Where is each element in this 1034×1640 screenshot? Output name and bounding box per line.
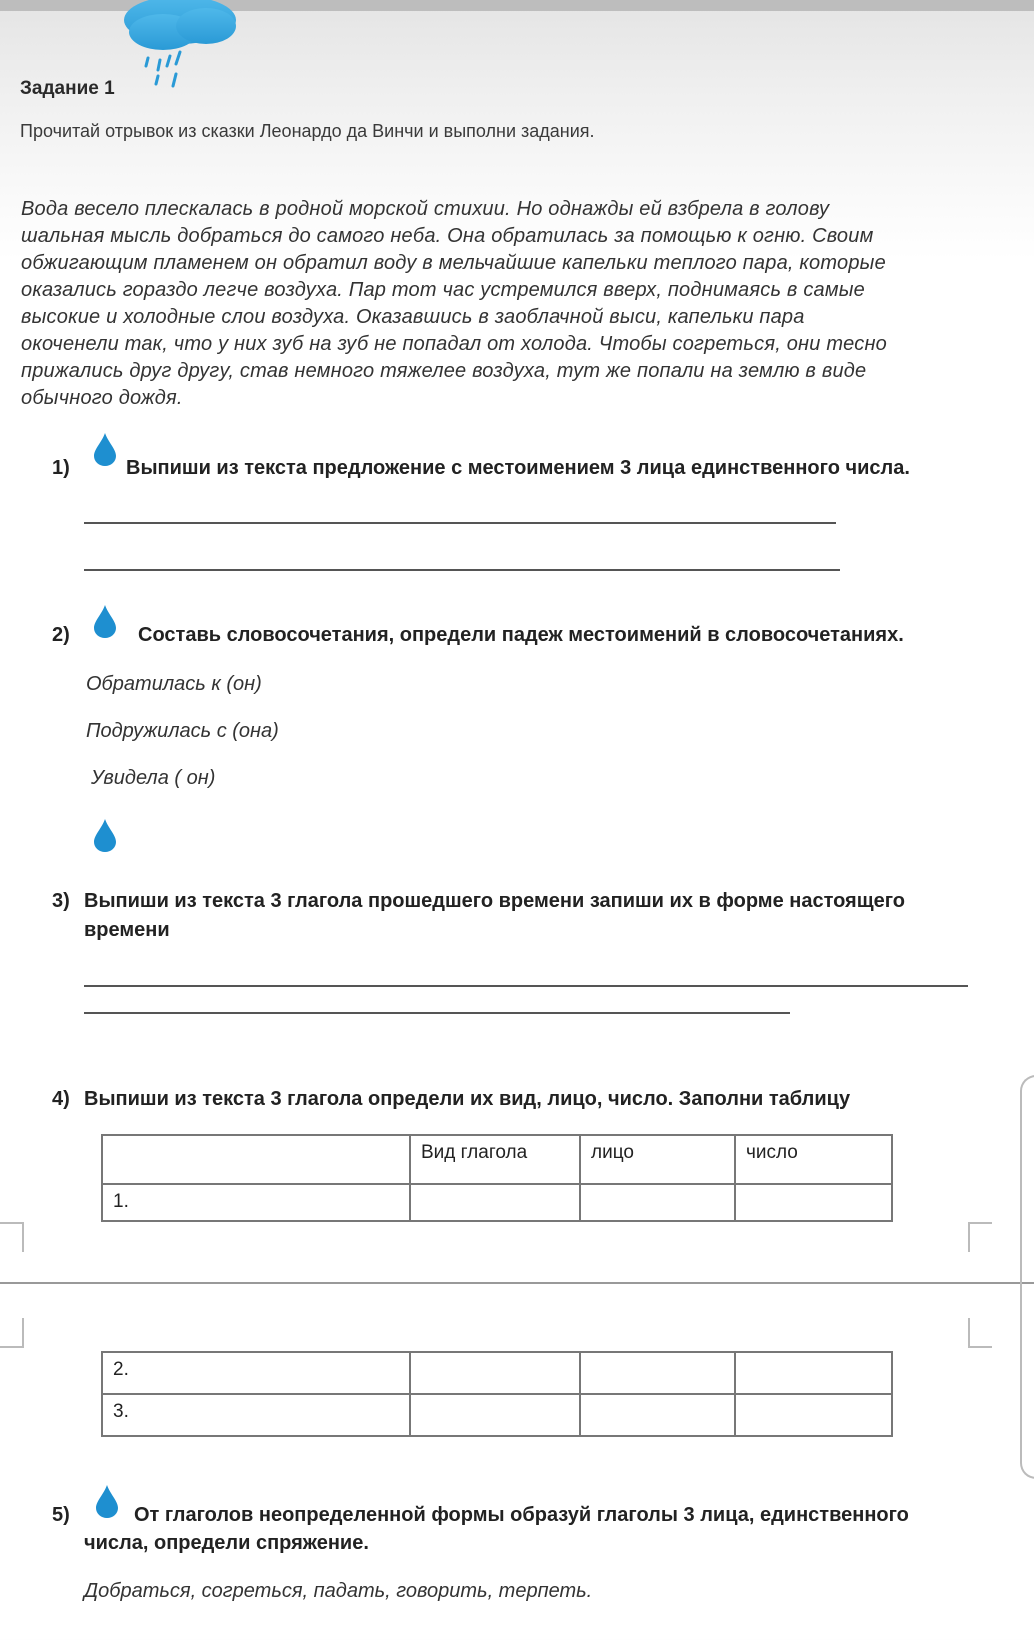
answer-line[interactable] bbox=[84, 985, 968, 987]
row-number-cell: 2. bbox=[102, 1352, 410, 1394]
task-text-continued: числа, определи спряжение. bbox=[84, 1532, 369, 1554]
page-corner-mark bbox=[968, 1222, 992, 1252]
verb-table-part1 bbox=[101, 1134, 893, 1222]
page-corner-mark bbox=[0, 1318, 24, 1348]
page-break-divider bbox=[0, 1282, 1034, 1284]
passage-line: окоченели так, что у них зуб на зуб не попадал от холода. Чтобы согреться, они тесно bbox=[21, 333, 888, 355]
table-row bbox=[102, 1394, 892, 1436]
row-number-cell: 1. bbox=[102, 1184, 410, 1221]
task-number: 5) bbox=[52, 1504, 70, 1526]
header-cell: Вид глагола bbox=[410, 1135, 580, 1184]
water-drop-icon bbox=[92, 818, 118, 852]
water-drop-icon bbox=[92, 432, 118, 466]
page-corner-mark bbox=[968, 1318, 992, 1348]
passage-line: обычного дождя. bbox=[21, 387, 183, 409]
task-text: Выпиши из текста 3 глагола определи их вид, лицо, число. Заполни таблицу bbox=[84, 1088, 851, 1110]
table-cell[interactable] bbox=[735, 1352, 892, 1394]
table-cell[interactable] bbox=[580, 1394, 735, 1436]
header-cell bbox=[102, 1135, 410, 1184]
phrase-item: Подружилась с (она) bbox=[86, 720, 279, 742]
task-number: 1) bbox=[52, 457, 70, 479]
header-cell: число bbox=[735, 1135, 892, 1184]
task-text: Выпиши из текста 3 глагола прошедшего времени запиши их в форме настоящего bbox=[84, 890, 906, 912]
answer-line[interactable] bbox=[84, 569, 840, 571]
row-number-cell: 3. bbox=[102, 1394, 410, 1436]
verb-list: Добраться, согреться, падать, говорить, терпеть. bbox=[84, 1580, 593, 1602]
page-side-edge bbox=[1020, 1075, 1034, 1479]
task-number: 3) bbox=[52, 890, 70, 912]
water-drop-icon bbox=[92, 604, 118, 638]
passage-line: Вода весело плескалась в родной морской стихии. Но однажды ей взбрела в голову bbox=[21, 198, 830, 220]
table-cell[interactable] bbox=[410, 1184, 580, 1221]
task-text: Составь словосочетания, определи падеж местоимений в словосочетаниях. bbox=[138, 624, 904, 646]
page-corner-mark bbox=[0, 1222, 24, 1252]
passage-line: оказались гораздо легче воздуха. Пар тот час устремился вверх, поднимаясь в самые bbox=[21, 279, 866, 301]
table-cell[interactable] bbox=[735, 1184, 892, 1221]
header-cell: лицо bbox=[580, 1135, 735, 1184]
answer-line[interactable] bbox=[84, 522, 836, 524]
task-number: 4) bbox=[52, 1088, 70, 1110]
task-text-continued: времени bbox=[84, 919, 170, 941]
passage-line: шальная мысль добраться до самого неба. Она обратилась за помощью к огню. Своим bbox=[21, 225, 874, 247]
task-title: Задание 1 bbox=[20, 78, 115, 99]
task-text: От глаголов неопределенной формы образуй глаголы 3 лица, единственного bbox=[134, 1504, 909, 1526]
task-number: 2) bbox=[52, 624, 70, 646]
table-cell[interactable] bbox=[410, 1394, 580, 1436]
table-header-row bbox=[102, 1135, 892, 1184]
passage-line: обжигающим пламенем он обратил воду в мельчайшие капельки теплого пара, которые bbox=[21, 252, 886, 274]
task-text: Выпиши из текста предложение с местоимением 3 лица единственного числа. bbox=[126, 457, 910, 479]
table-cell[interactable] bbox=[735, 1394, 892, 1436]
answer-line[interactable] bbox=[84, 1012, 790, 1014]
verb-table-part2 bbox=[101, 1351, 893, 1437]
phrase-item: Обратилась к (он) bbox=[86, 673, 262, 695]
phrase-item: Увидела ( он) bbox=[91, 767, 216, 789]
instruction-text: Прочитай отрывок из сказки Леонардо да Винчи и выполни задания. bbox=[20, 121, 595, 141]
passage-line: прижались друг другу, став немного тяжелее воздуха, тут же попали на землю в виде bbox=[21, 360, 867, 382]
rain-cloud-icon bbox=[118, 0, 248, 92]
passage-line: высокие и холодные слои воздуха. Оказавшись в заоблачной выси, капельки пара bbox=[21, 306, 805, 328]
table-cell[interactable] bbox=[410, 1352, 580, 1394]
table-cell[interactable] bbox=[580, 1352, 735, 1394]
table-row bbox=[102, 1352, 892, 1394]
table-cell[interactable] bbox=[580, 1184, 735, 1221]
water-drop-icon bbox=[94, 1484, 120, 1518]
table-row bbox=[102, 1184, 892, 1221]
